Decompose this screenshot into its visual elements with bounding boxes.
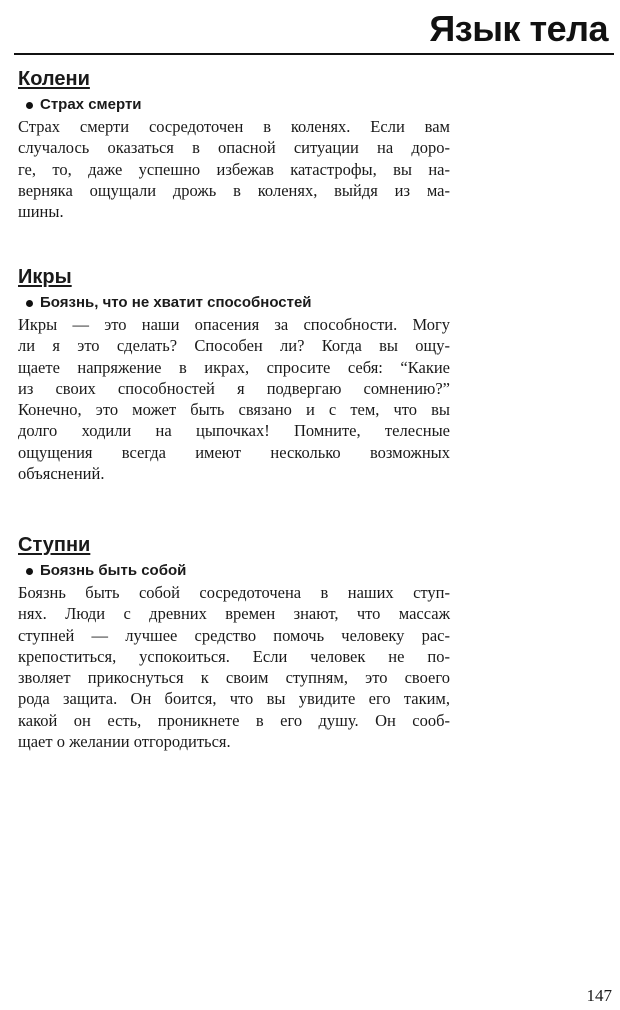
section-subtitle <box>18 94 450 116</box>
bullet-icon <box>26 300 33 307</box>
header-rule <box>14 53 614 55</box>
text-line: долго ходили на цыпочках! Помните, телесные <box>18 421 450 441</box>
text-line: зволяет прикоснуться к своим ступням, это своего <box>18 668 450 688</box>
subtitle-text: Боязнь быть собой <box>40 562 187 579</box>
paragraph <box>18 582 450 752</box>
text-line: шины. <box>18 202 64 222</box>
text-line: Боязнь быть собой сосредоточена в наших ступ- <box>18 583 450 602</box>
paragraph <box>18 116 450 222</box>
section-subtitle <box>18 292 450 314</box>
text-line: объяснений. <box>18 464 105 484</box>
paragraph <box>18 314 450 484</box>
text-line: какой он есть, проникнете в его душу. Он сооб- <box>18 710 450 730</box>
subtitle-text: Боязнь, что не хватит способностей <box>40 294 312 311</box>
text-line: щает о желании отгородиться. <box>18 732 231 752</box>
text-line: рода защита. Он боится, что вы увидите его таким, <box>18 689 450 709</box>
text-line: ощущения всегда имеют несколько возможных <box>18 442 450 462</box>
section-feet <box>18 532 450 752</box>
section-title: Колени <box>18 68 90 90</box>
bullet-icon <box>26 568 33 575</box>
text-line: случалось оказаться в опасной ситуации на доро- <box>18 138 450 158</box>
text-line: верняка ощущали дрожь в коленях, выйдя из ма- <box>18 180 450 200</box>
text-line: ступней — лучшее средство помочь человеку рас- <box>18 625 450 645</box>
text-line: ли я это сделать? Способен ли? Когда вы ощу- <box>18 336 450 356</box>
text-line: Конечно, это может быть связано и с тем, что вы <box>18 400 450 420</box>
section-title: Икры <box>18 266 72 288</box>
page-header <box>0 0 620 60</box>
section-subtitle <box>18 560 450 582</box>
text-line: щаете напряжение в икрах, спросите себя: “Какие <box>18 357 450 377</box>
subtitle-text: Страх смерти <box>40 96 142 113</box>
section-knees <box>18 66 450 222</box>
page-number: 147 <box>586 986 612 1005</box>
text-line: из своих способностей я подвергаю сомнению?” <box>18 378 450 398</box>
bullet-icon <box>26 102 33 109</box>
section-calves <box>18 264 450 484</box>
text-line: ге, то, даже успешно избежав катастрофы, вы на- <box>18 159 450 179</box>
running-head-title: Язык тела <box>429 8 608 49</box>
text-line: крепоститься, успокоиться. Если человек не по- <box>18 646 450 666</box>
section-title: Ступни <box>18 534 91 556</box>
text-line: нях. Люди с древних времен знают, что массаж <box>18 604 450 624</box>
text-line: Икры — это наши опасения за способности. Могу <box>18 315 450 334</box>
text-line: Страх смерти сосредоточен в коленях. Если вам <box>18 117 450 136</box>
